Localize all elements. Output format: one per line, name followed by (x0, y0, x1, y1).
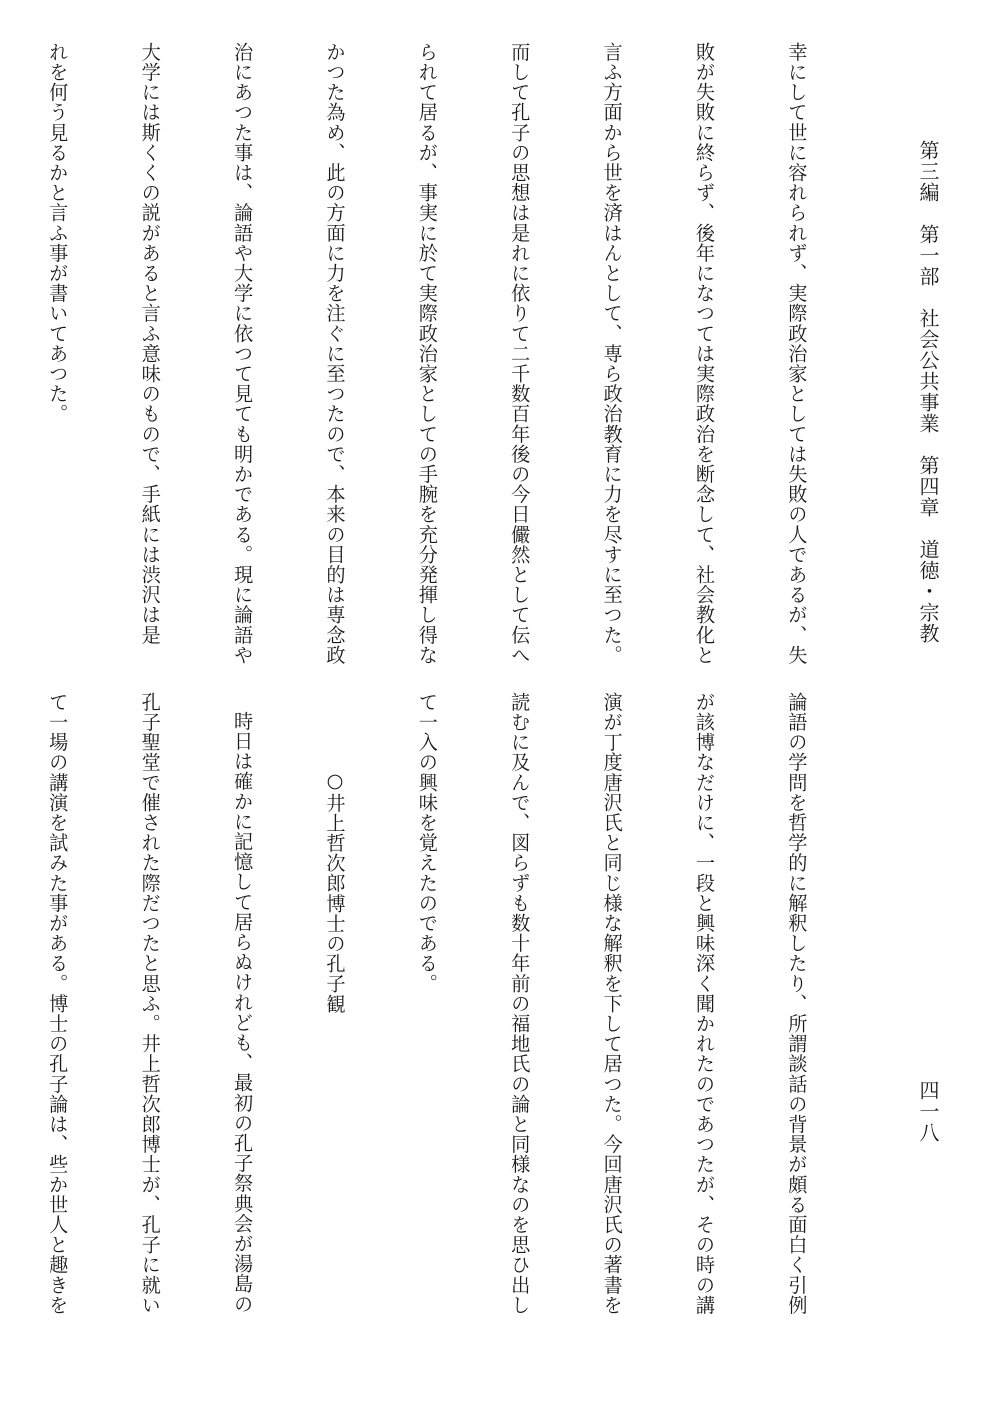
text-line: れを何う見るかと言ふ事が書いてあつた。 (46, 42, 70, 424)
page-number: 四一八 (916, 1080, 940, 1143)
text-line: 治にあつた事は、論語や大学に依つて見ても明かである。現に論語や (231, 42, 255, 666)
text-line: 敗が失敗に終らず、後年になつては実際政治を断念して、社会教化と (693, 42, 717, 666)
bottom-text-block (0, 692, 873, 1382)
text-line: られて居るが、事実に於て実際政治家としての手腕を充分発揮し得な (415, 42, 439, 666)
text-line: が該博なだけに、一段と興味深く聞かれたのであつたが、その時の講 (693, 692, 717, 1316)
text-line: 読むに及んで、図らずも数十年前の福地氏の論と同様なのを思ひ出し (508, 692, 532, 1316)
top-text-block (0, 42, 873, 666)
text-line: かつた為め、此の方面に力を注ぐに至つたので、本来の目的は専念政 (323, 42, 347, 666)
text-line: 言ふ方面から世を済はんとして、専ら政治教育に力を尽すに至つた。 (600, 42, 624, 666)
text-line: て一入の興味を覚えたのである。 (415, 692, 439, 994)
text-line: 大学には斯くくの説があると言ふ意味のもので、手紙には渋沢は是 (138, 42, 162, 645)
text-line: 而して孔子の思想は是れに依りて二千数百年後の今日儼然として伝へ (508, 42, 532, 666)
section-heading-inoue: ○井上哲次郎博士の孔子観 (323, 768, 347, 1014)
text-line: 論語の学問を哲学的に解釈したり、所謂談話の背景が頗る面白く引例 (785, 692, 809, 1316)
text-line: 時日は確かに記憶して居らぬけれども、最初の孔子祭典会が湯島の (231, 711, 255, 1315)
running-header: 第三編 第一部 社会公共事業 第四章 道徳・宗教 (916, 140, 940, 644)
text-line: 幸にして世に容れられず、実際政治家としては失敗の人であるが、失 (785, 42, 809, 666)
text-line: て一場の講演を試みた事がある。博士の孔子論は、些か世人と趣きを (46, 692, 70, 1316)
text-line: 孔子聖堂で催された際だつたと思ふ。井上哲次郎博士が、孔子に就い (138, 692, 162, 1316)
text-line: 演が丁度唐沢氏と同じ様な解釈を下して居つた。今回唐沢氏の著書を (600, 692, 624, 1316)
